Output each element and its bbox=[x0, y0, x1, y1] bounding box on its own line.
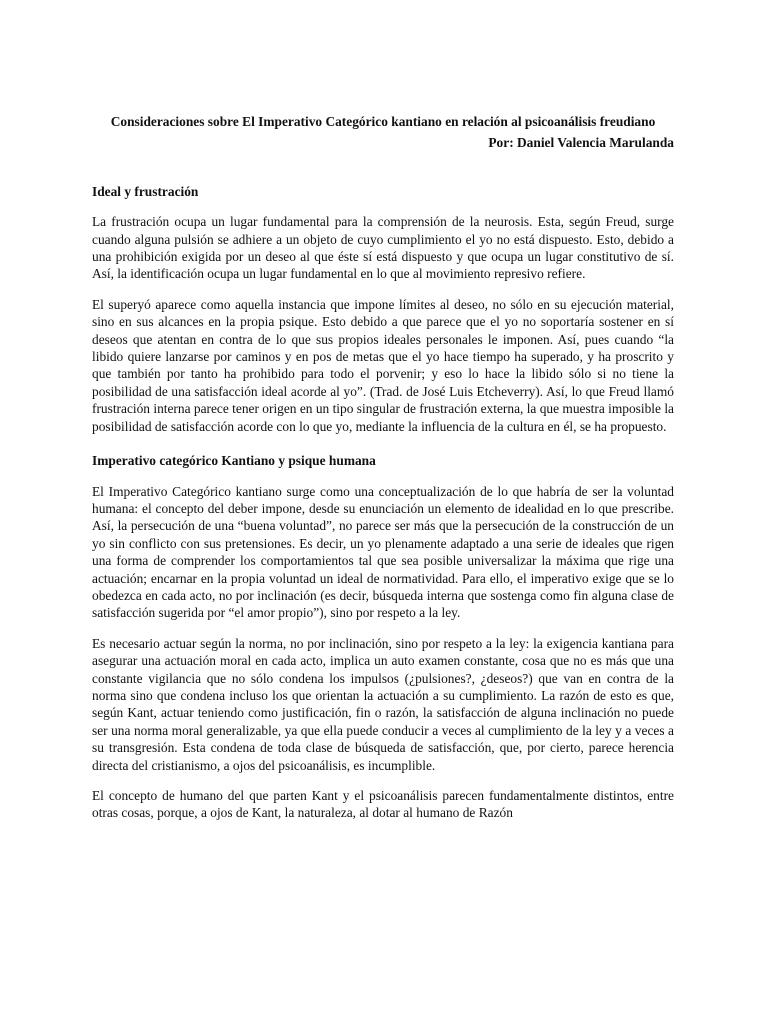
section-heading-ideal-frustracion: Ideal y frustración bbox=[92, 183, 199, 199]
paragraph: El superyó aparece como aquella instancia que impone límites al deseo, no sólo en su ejecución material, sino en sus alcances en la propia psique. Esto debido a que parece que el yo no soportaría sostener en sí deseos que atentan en contra de lo que sus propios ideales personales le imponen. Así, pues cuando “la libido quiere lanzarse por caminos y en pos de metas que el yo hace tiempo ha superado, y ha proscrito y que también por tanto ha prohibido para todo el porvenir; y eso lo hace la libido sólo si no tiene la posibilidad de una satisfacción ideal acorde al yo”. (Trad. de José Luis Etcheverry). Así, lo que Freud llamó frustración interna parece tener origen en un tipo singular de frustración externa, la que muestra imposible la posibilidad de satisfacción acorde con lo que yo, mediante la influencia de la cultura en él, se ha propuesto. bbox=[92, 296, 674, 434]
section-heading-imperativo-categorico: Imperativo categórico Kantiano y psique humana bbox=[92, 453, 376, 469]
paragraph: El concepto de humano del que parten Kant y el psicoanálisis parecen fundamentalmente distintos, entre otras cosas, porque, a ojos de Kant, la naturaleza, al dotar al humano de Razón bbox=[92, 788, 674, 821]
paragraph: Es necesario actuar según la norma, no por inclinación, sino por respeto a la ley: la exigencia kantiana para asegurar una actuación moral en cada acto, implica un auto examen constante, cosa que no es más que una constante vigilancia que no sólo condena los impulsos (¿pulsiones?, ¿deseos?) que van en contra de la norma sino que condena incluso los que orientan la actuación a su cumplimiento. La razón de esto es que, según Kant, actuar teniendo como justificación, fin o razón, la satisfacción de alguna inclinación no puede ser una norma moral generalizable, ya que ella puede conducir a veces al cumplimiento de la ley y a veces a su transgresión. Esta condena de toda clase de búsqueda de satisfacción, que, por cierto, parece herencia directa del cristianismo, a ojos del psicoanálisis, es incumplible. bbox=[92, 635, 674, 773]
paragraph: La frustración ocupa un lugar fundamental para la comprensión de la neurosis. Esta, según Freud, surge cuando alguna pulsión se adhiere a un objeto de cuyo cumplimiento el yo no está dispuesto. Esto, debido a una prohibición exigida por un deseo al que éste sí está dispuesto y que ocupa un lugar constitutivo de sí. Así, la identificación ocupa un lugar fundamental en lo que al movimiento represivo refiere. bbox=[92, 214, 674, 282]
document-body bbox=[92, 113, 674, 822]
paragraph: El Imperativo Categórico kantiano surge como una conceptualización de lo que habría de ser la voluntad humana: el concepto del deber impone, desde su enunciación un elemento de idealidad en lo que prescribe. Así, la persecución de una “buena voluntad”, no parece ser más que la persecución de la construcción de un yo sin conflicto con sus pretensiones. Es decir, un yo plenamente adaptado a una serie de ideales que rigen una forma de comprender los comportamientos tal que sea posible universalizar la máxima que rige una actuación; encarnar en la propia voluntad un ideal de normatividad. Para ello, el imperativo exige que se lo obedezca en cada acto, no por inclinación (es decir, búsqueda interna que sostenga como fin alguna clase de satisfacción sugerida por “el amor propio”), sino por respeto a la ley. bbox=[92, 483, 674, 621]
document-author: Por: Daniel Valencia Marulanda bbox=[488, 135, 674, 151]
document-title: Consideraciones sobre El Imperativo Categórico kantiano en relación al psicoanálisis freudiano bbox=[110, 114, 656, 129]
